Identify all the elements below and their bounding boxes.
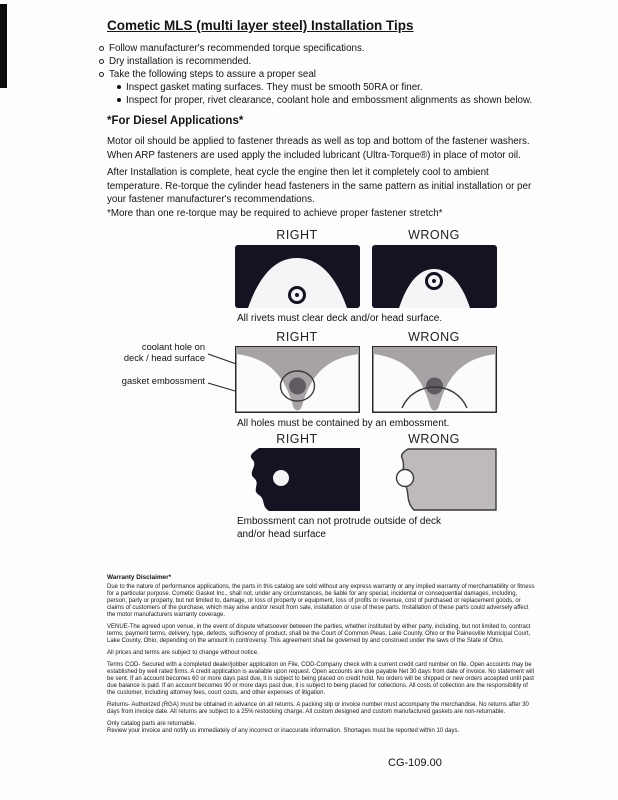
gasket-embossment-label: gasket embossment	[121, 376, 205, 386]
warranty-disclaimer	[107, 584, 535, 740]
deck-edge-area	[251, 448, 360, 511]
rivet-wrong-diagram	[372, 245, 497, 308]
embossment-hole-icon	[273, 470, 289, 486]
tip-text: Inspect gasket mating surfaces. They must be smooth 50RA or finer.	[126, 82, 423, 93]
protrusion-caption-line1: Embossment can not protrude outside of deck	[237, 516, 442, 527]
tip-text: Inspect for proper, rivet clearance, coolant hole and embossment alignments as shown below.	[126, 95, 533, 106]
right-column-label: RIGHT	[276, 432, 318, 446]
warranty-paragraph: Terms COD- Secured with a completed dealer/jobber application on File, COD-Company check with a current credit card number on file. Open accounts may be established by well rated firms. A credit application is available upon request. Open accounts are due payable Net 30 days from date of invoice. No statement will be sent. If an account becomes 60 or more days past due, it is subject to being placed on credit hold. No orders will be shipped or new orders accepted until past due balance is paid. If an account becomes 90 or more days past due, it is subject to being placed for collections. All costs of collection are the responsibility of the customer, including attorney fees, court costs, and other expenses of litigation.	[107, 662, 534, 696]
coolant-hole-label	[95, 342, 205, 364]
wrong-column-label: WRONG	[408, 228, 460, 242]
bullet-dot-icon	[117, 98, 121, 102]
rivet-right-diagram	[235, 245, 360, 308]
warranty-paragraph: VENUE-The agreed upon venue, in the event of dispute whatsoever between the parties, whether instituted by either party, including, but not limited to, contract terms, payment terms, delivery, type, defects, sufficiency of product, shall be the Court of Common Pleas, Lake County, Ohio or the Painesville Municipal Court, Lake County, Ohio, depending on the amount in controversy. This agreement shall be governed by and construed under the laws of the State of Ohio.	[107, 624, 531, 644]
bullet-circle-icon	[99, 72, 104, 77]
rivet-center-icon	[295, 293, 299, 297]
page-title: Cometic MLS (multi layer steel) Installation Tips	[107, 18, 414, 33]
bullet-circle-icon	[99, 46, 104, 51]
warranty-paragraph: Review your invoice and notify us immediately of any incorrect or inaccurate information. Shortages must be reported within 10 days.	[107, 728, 460, 734]
page-edge-mark	[0, 4, 7, 88]
protrusion-wrong-diagram	[372, 448, 497, 511]
list-item	[99, 55, 549, 68]
tip-text: Follow manufacturer's recommended torque specifications.	[109, 43, 365, 54]
list-item	[99, 68, 549, 81]
right-column-label: RIGHT	[276, 228, 318, 242]
retorque-note: *More than one re-torque may be required to achieve proper fastener stretch*	[107, 208, 443, 219]
embossment-right-diagram	[235, 346, 360, 413]
coolant-hole-label-line2: deck / head surface	[123, 353, 205, 363]
rivet-center-icon	[432, 279, 436, 283]
warranty-paragraph: Returns- Authorized (RGA) must be obtained in advance on all returns. A packing slip or invoice number must accompany the merchandise. No returns after 30 days from invoice date. All returns are subject to a 25% restocking charge. All custom designed and custom manufactured gaskets are non-returnable.	[107, 702, 529, 715]
page-code: CG-109.00	[388, 757, 442, 769]
tips-list	[99, 42, 549, 107]
right-column-label: RIGHT	[276, 330, 318, 344]
warranty-paragraph: Due to the nature of performance applications, the parts in this catalog are sold without any express warranty or any implied warranty of merchantability or fitness for a particular purpose. Cometic Gasket Inc., shall not, under any circumstances, be liable for any special, incidental or consequential damages, including, person, party or property, but not limited to, damage, or loss of property or equipment, loss of profits or revenue, cost of purchased or replacement goods, or claims of customers of the purchase, which may arise and/or result from sale, installation or use of these parts. Installation of these parts could adversely affect the motor manufacturers warranty coverage.	[107, 584, 535, 618]
protrusion-caption-line2: and/or head surface	[237, 529, 326, 540]
warranty-disclaimer-heading: Warranty Disclaimer*	[107, 574, 172, 581]
protrusion-caption	[237, 515, 441, 541]
wrong-column-label: WRONG	[408, 432, 460, 446]
wrong-column-label: WRONG	[408, 330, 460, 344]
diesel-paragraph-2: After Installation is complete, heat cycle the engine then let it completely cool to ambient temperature. Re-torque the cylinder head fasteners in the same pattern as initial installation or per your fastener manufacturer's recommendations.	[107, 167, 532, 205]
warranty-paragraph: All prices and terms are subject to change without notice.	[107, 650, 259, 656]
diesel-paragraph-1: Motor oil should be applied to fastener threads as well as top and bottom of the fastener washers. When ARP fasteners are used apply the included lubricant (Ultra-Torque®) in place of motor oil.	[107, 136, 530, 161]
coolant-hole-icon	[289, 378, 306, 395]
embossment-hole-icon	[397, 470, 414, 487]
embossment-caption: All holes must be contained by an embossment.	[237, 418, 450, 429]
diesel-applications-heading: *For Diesel Applications*	[107, 115, 244, 127]
warranty-paragraph: Only catalog parts are returnable.	[107, 721, 197, 727]
coolant-hole-label-line1: coolant hole on	[141, 342, 205, 352]
protrusion-right-diagram	[235, 448, 360, 511]
bullet-circle-icon	[99, 59, 104, 64]
list-item	[99, 42, 549, 55]
deck-edge-area	[402, 449, 496, 510]
list-item	[117, 94, 549, 107]
coolant-hole-icon	[426, 378, 443, 395]
tip-text: Take the following steps to assure a proper seal	[109, 69, 316, 80]
rivet-caption: All rivets must clear deck and/or head surface.	[237, 313, 443, 324]
tip-text: Dry installation is recommended.	[109, 56, 252, 67]
bullet-dot-icon	[117, 85, 121, 89]
embossment-wrong-diagram	[372, 346, 497, 413]
list-item	[117, 81, 549, 94]
